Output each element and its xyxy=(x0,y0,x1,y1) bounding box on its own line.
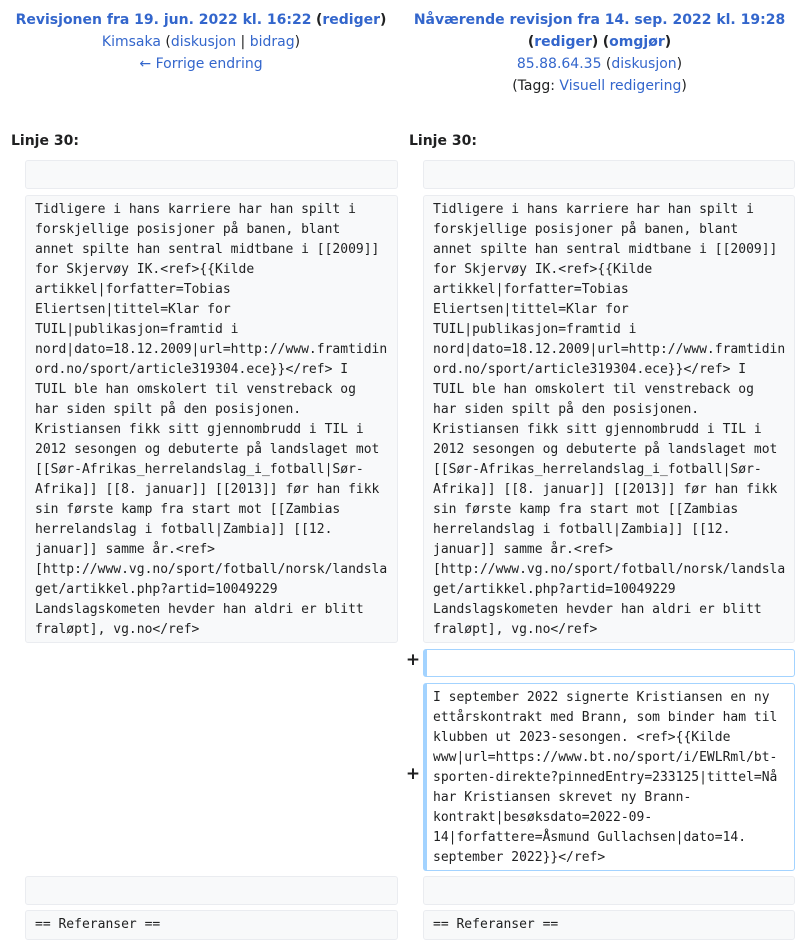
left-line-number: Linje 30: xyxy=(11,133,79,149)
references-heading-left: == Referanser == xyxy=(25,910,398,940)
right-revision-header: Nåværende revisjon fra 14. sep. 2022 kl. 19:28 (rediger) (omgjør) 85.88.64.35 (diskusjon) (Tagg: Visuell redigering) xyxy=(413,12,786,94)
right-edit-link[interactable]: rediger xyxy=(534,34,592,50)
context-empty-right-2 xyxy=(423,876,795,905)
added-paragraph: I september 2022 signerte Kristiansen en ny ettårskontrakt med Brann, som binder ham til klubben ut 2023-sesongen. <ref>{{Kilde www|url=https://www.bt.no/sport/i/EWLRml/bt- sporten-direkte?pinnedEntry=233125|tittel=Nå har Kristiansen skrevet ny Brann- kontrakt|besøksdato=2022-09- 14|forfattere=Åsmund Gullachsen|dato=14. september 2022}}</ref> xyxy=(423,683,795,871)
added-line-marker-2: + xyxy=(405,764,421,784)
right-user-link[interactable]: 85.88.64.35 xyxy=(516,56,602,72)
previous-edit-link[interactable]: ← Forrige endring xyxy=(139,56,263,72)
right-revision-title-link[interactable]: Nåværende revisjon fra 14. sep. 2022 kl. 19:28 xyxy=(413,12,786,28)
context-paragraph-right: Tidligere i hans karriere har han spilt i forskjellige posisjoner på banen, blant annet spilte han sentral midtbane i [[2009]] for Skjervøy IK.<ref>{{Kilde artikkel|forfatter=Tobias Eliertsen|tittel=Klar for TUIL|publikasjon=framtid i nord|dato=18.12.2009|url=http://www.framtidin ord.no/sport/article319304.ece}}</ref> I TUIL ble han omskolert til venstreback og har siden spilt på den posisjonen. Kristiansen fikk sitt gjennombrudd i TIL i 2012 sesongen og debuterte på landslaget mot [[Sør-Afrikas_herrelandslag_i_fotball|Sør- Afrika]] [[8. januar]] [[2013]] før han fikk sin første kamp fra start mot [[Zambias herrelandslag i fotball|Zambia]] [[12. januar]] samme år.<ref> [http://www.vg.no/sport/fotball/norsk/landsla get/artikkel.php?artid=10049229 Landslagskometen hevder han aldri er blitt fraløpt], vg.no</ref> xyxy=(423,195,795,643)
context-empty-left-2 xyxy=(25,876,398,905)
context-paragraph-left: Tidligere i hans karriere har han spilt i forskjellige posisjoner på banen, blant annet spilte han sentral midtbane i [[2009]] for Skjervøy IK.<ref>{{Kilde artikkel|forfatter=Tobias Eliertsen|tittel=Klar for TUIL|publikasjon=framtid i nord|dato=18.12.2009|url=http://www.framtidin ord.no/sport/article319304.ece}}</ref> I TUIL ble han omskolert til venstreback og har siden spilt på den posisjonen. Kristiansen fikk sitt gjennombrudd i TIL i 2012 sesongen og debuterte på landslaget mot [[Sør-Afrikas_herrelandslag_i_fotball|Sør- Afrika]] [[8. januar]] [[2013]] før han fikk sin første kamp fra start mot [[Zambias herrelandslag i fotball|Zambia]] [[12. januar]] samme år.<ref> [http://www.vg.no/sport/fotball/norsk/landsla get/artikkel.php?artid=10049229 Landslagskometen hevder han aldri er blitt fraløpt], vg.no</ref> xyxy=(25,195,398,643)
left-contribs-link[interactable]: bidrag xyxy=(249,34,295,50)
left-revision-header: Revisjonen fra 19. jun. 2022 kl. 16:22 (rediger) Kimsaka (diskusjon | bidrag) ← Forrige endring xyxy=(15,12,387,72)
tag-link[interactable]: Visuell redigering xyxy=(559,78,682,94)
left-edit-link[interactable]: rediger xyxy=(322,12,380,28)
right-line-number: Linje 30: xyxy=(409,133,477,149)
added-line-marker-1: + xyxy=(405,650,421,670)
left-revision-title-link[interactable]: Revisjonen fra 19. jun. 2022 kl. 16:22 xyxy=(15,12,312,28)
references-heading-right: == Referanser == xyxy=(423,910,795,940)
context-empty-left xyxy=(25,160,398,189)
tag-prefix: Tagg: xyxy=(517,78,560,94)
added-empty-line xyxy=(423,649,795,677)
left-user-link[interactable]: Kimsaka xyxy=(101,34,161,50)
right-undo-link[interactable]: omgjør xyxy=(609,34,665,50)
context-empty-right xyxy=(423,160,795,189)
right-talk-link[interactable]: diskusjon xyxy=(611,56,677,72)
left-talk-link[interactable]: diskusjon xyxy=(170,34,237,50)
